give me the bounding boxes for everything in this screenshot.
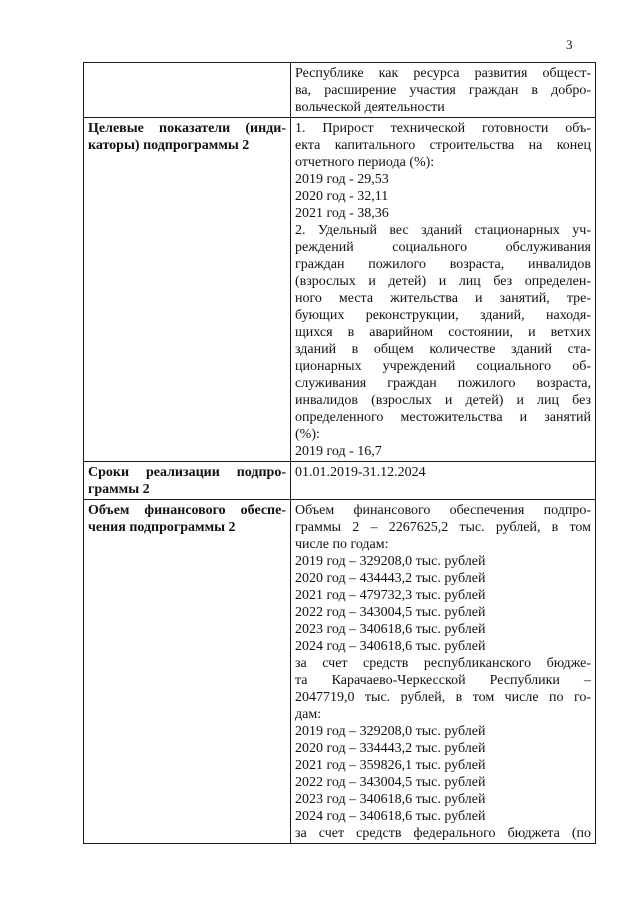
row-label-cell [84,118,291,462]
row-value-line: Республике как ресурса развития общест- [295,66,591,81]
row-value-line: 2. Удельный вес зданий стационарных уч- [295,223,591,238]
row-value-cell [291,462,596,500]
row-value-cell [291,500,596,844]
row-value-line: 2022 год – 343004,5 тыс. рублей [295,605,486,620]
row-value-line: определенного местожительства и занятий [295,410,591,425]
row-value-line: за счет средств республиканского бюдже- [295,656,591,671]
row-value-line: 2024 год – 340618,6 тыс. рублей [295,809,486,824]
row-value-line: за счет средств федерального бюджета (по [295,826,591,841]
row-value-line: 2019 год - 16,7 [295,444,382,459]
row-value-line: (%): [295,427,320,442]
row-value-line: бующих реконструкции, зданий, находя- [295,308,591,323]
row-value-line: 2019 год - 29,53 [295,172,389,187]
table-row [84,63,596,118]
row-value-line: Объем финансового обеспечения подпро- [295,503,591,518]
table-row [84,118,596,462]
row-value-line: 2022 год – 343004,5 тыс. рублей [295,775,486,790]
table-body [84,63,596,844]
row-value-line: 01.01.2019-31.12.2024 [295,465,426,480]
row-value-line: граждан пожилого возраста, инвалидов [295,257,591,272]
row-value-line: та Карачаево-Черкесской Республики – [295,673,591,688]
row-value-line: 2021 год – 359826,1 тыс. рублей [295,758,486,773]
row-value-line: служивания граждан пожилого возраста, [295,376,591,391]
row-value-cell [291,63,596,118]
row-label-cell [84,462,291,500]
row-value-line: вольческой деятельности [295,100,445,115]
row-value-line: 2020 год – 434443,2 тыс. рублей [295,571,486,586]
row-label-line: Объем финансового обеспе- [88,503,286,518]
row-label-line: чения подпрограммы 2 [88,520,236,535]
row-value-line: 2020 год - 32,11 [295,189,389,204]
row-value-line: граммы 2 – 2267625,2 тыс. рублей, в том [295,520,591,535]
table-row [84,462,596,500]
row-value-line: 2023 год – 340618,6 тыс. рублей [295,622,486,637]
row-value-line: 2023 год – 340618,6 тыс. рублей [295,792,486,807]
row-value-line: 2021 год - 38,36 [295,206,389,221]
row-value-line: ного места жительства и занятий, тре- [295,291,591,306]
row-value-line: 1. Прирост технической готовности объ- [295,121,591,136]
row-value-line: 2019 год – 329208,0 тыс. рублей [295,724,486,739]
row-value-line: ционарных учреждений социального об- [295,359,591,374]
table-row [84,500,596,844]
row-value-line: отчетного периода (%): [295,155,435,170]
row-value-line: ва, расширение участия граждан в добро- [295,83,591,98]
page-number: 3 [566,37,573,52]
row-label-line: Целевые показатели (инди- [88,121,286,136]
row-value-line: 2020 год – 334443,2 тыс. рублей [295,741,486,756]
row-value-line: числе по годам: [295,537,389,552]
row-value-line: 2019 год – 329208,0 тыс. рублей [295,554,486,569]
subprogram-passport-table [83,62,596,844]
row-value-line: инвалидов (взрослых и детей) и лиц без [295,393,591,408]
row-value-line: (взрослых и детей) и лиц без определен- [295,274,591,289]
row-label-line: каторы) подпрограммы 2 [88,138,250,153]
row-value-line: зданий в общем количестве зданий ста- [295,342,591,357]
row-value-line: реждений социального обслуживания [295,240,591,255]
row-label-line: Сроки реализации подпро- [88,465,286,480]
row-value-line: 2047719,0 тыс. рублей, в том числе по го- [295,690,591,705]
row-label-cell [84,500,291,844]
row-value-line: 2024 год – 340618,6 тыс. рублей [295,639,486,654]
row-value-line: екта капитального строительства на конец [295,138,591,153]
row-value-line: 2021 год – 479732,3 тыс. рублей [295,588,486,603]
row-value-cell [291,118,596,462]
row-label-line: граммы 2 [88,482,150,497]
row-label-cell [84,63,291,118]
row-value-line: дам: [295,707,322,722]
row-value-line: щихся в аварийном состоянии, и ветхих [295,325,591,340]
